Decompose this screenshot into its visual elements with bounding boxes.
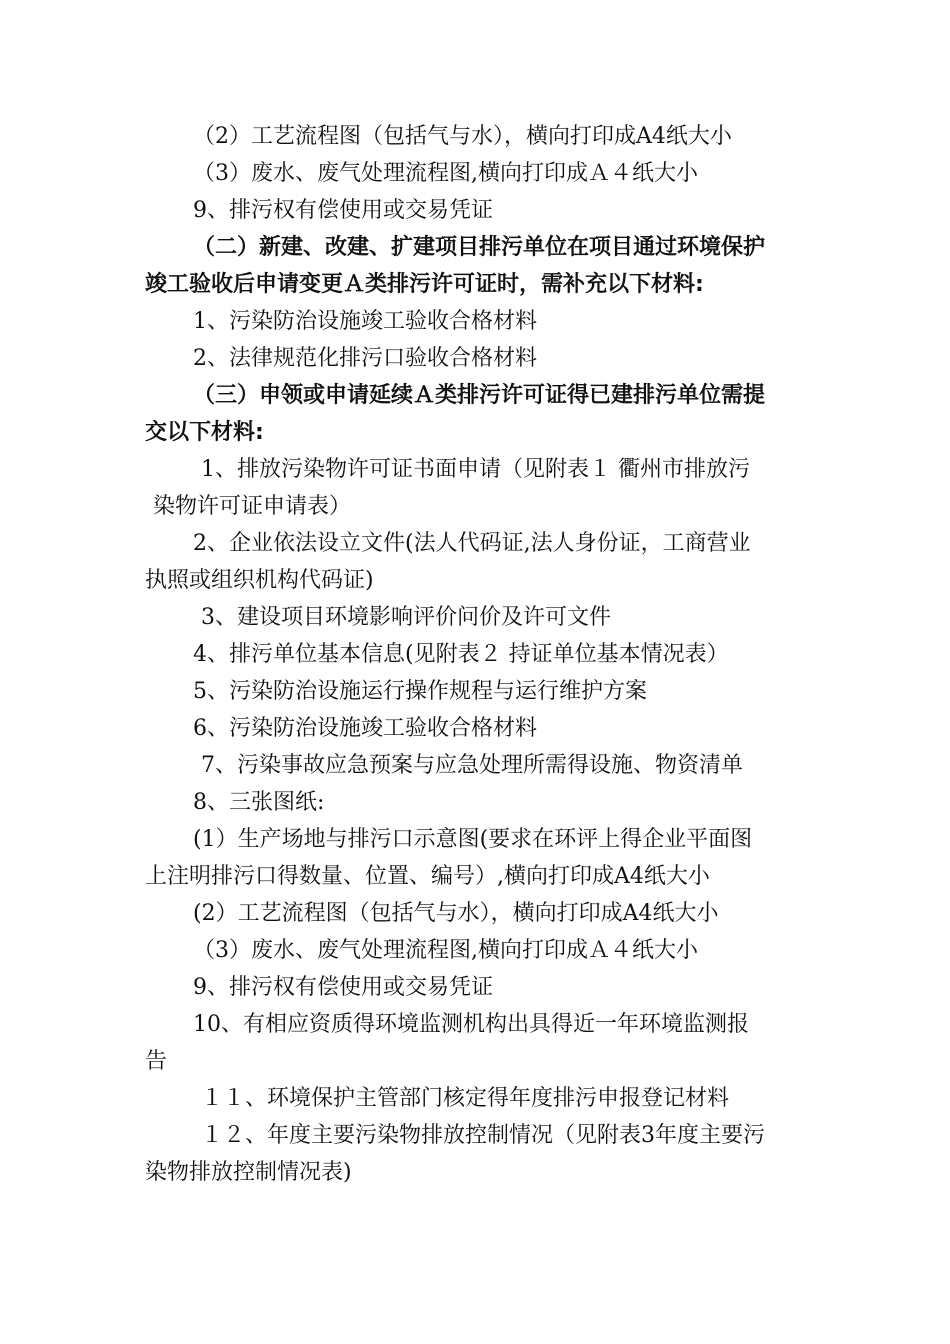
text-line: 6、污染防治设施竣工验收合格材料 — [193, 716, 537, 741]
section-heading-continued: 竣工验收后申请变更Ａ类排污许可证时，需补充以下材料: — [145, 272, 704, 297]
text-line-continued: 上注明排污口得数量、位置、编号）,横向打印成A4纸大小 — [145, 864, 710, 889]
section-heading-continued: 交以下材料: — [145, 420, 264, 445]
text-line: 5、污染防治设施运行操作规程与运行维护方案 — [193, 679, 647, 704]
text-line: 1、污染防治设施竣工验收合格材料 — [193, 309, 537, 334]
text-line: 10、有相应资质得环境监测机构出具得近一年环境监测报 — [193, 1012, 749, 1037]
text-line: （3）废水、废气处理流程图,横向打印成Ａ４纸大小 — [193, 938, 698, 963]
text-line: 3、建设项目环境影响评价问价及许可文件 — [201, 605, 611, 630]
text-line: 2、企业依法设立文件(法人代码证,法人身份证，工商营业 — [193, 531, 751, 556]
text-line: 2、法律规范化排污口验收合格材料 — [193, 346, 537, 371]
text-line: 8、三张图纸: — [193, 790, 325, 815]
text-line: １１、环境保护主管部门核定得年度排污申报登记材料 — [201, 1086, 730, 1111]
text-line: (1）生产场地与排污口示意图(要求在环评上得企业平面图 — [193, 827, 753, 852]
text-line-continued: 染物排放控制情况表) — [145, 1160, 352, 1185]
text-line: （3）废水、废气处理流程图,横向打印成Ａ４纸大小 — [193, 161, 698, 186]
section-heading: （三）申领或申请延续Ａ类排污许可证得已建排污单位需提 — [193, 383, 766, 408]
text-line-continued: 告 — [145, 1049, 168, 1074]
text-line-continued: 染物许可证申请表） — [153, 494, 352, 519]
document-body — [145, 118, 810, 1191]
section-heading: （二）新建、改建、扩建项目排污单位在项目通过环境保护 — [193, 235, 766, 260]
text-line: 1、排放污染物许可证书面申请（见附表１ 衢州市排放污 — [201, 457, 750, 482]
text-line: （2）工艺流程图（包括气与水），横向打印成A4纸大小 — [193, 124, 732, 149]
text-line: 7、污染事故应急预案与应急处理所需得设施、物资清单 — [201, 753, 743, 778]
text-line: (2）工艺流程图（包括气与水），横向打印成A4纸大小 — [193, 901, 719, 926]
text-line: 9、排污权有偿使用或交易凭证 — [193, 975, 493, 1000]
text-line: 9、排污权有偿使用或交易凭证 — [193, 198, 493, 223]
text-line: １２、年度主要污染物排放控制情况（见附表3年度主要污 — [201, 1123, 765, 1148]
text-line-continued: 执照或组织机构代码证) — [145, 568, 374, 593]
text-line: 4、排污单位基本信息(见附表２ 持证单位基本情况表） — [193, 642, 729, 667]
